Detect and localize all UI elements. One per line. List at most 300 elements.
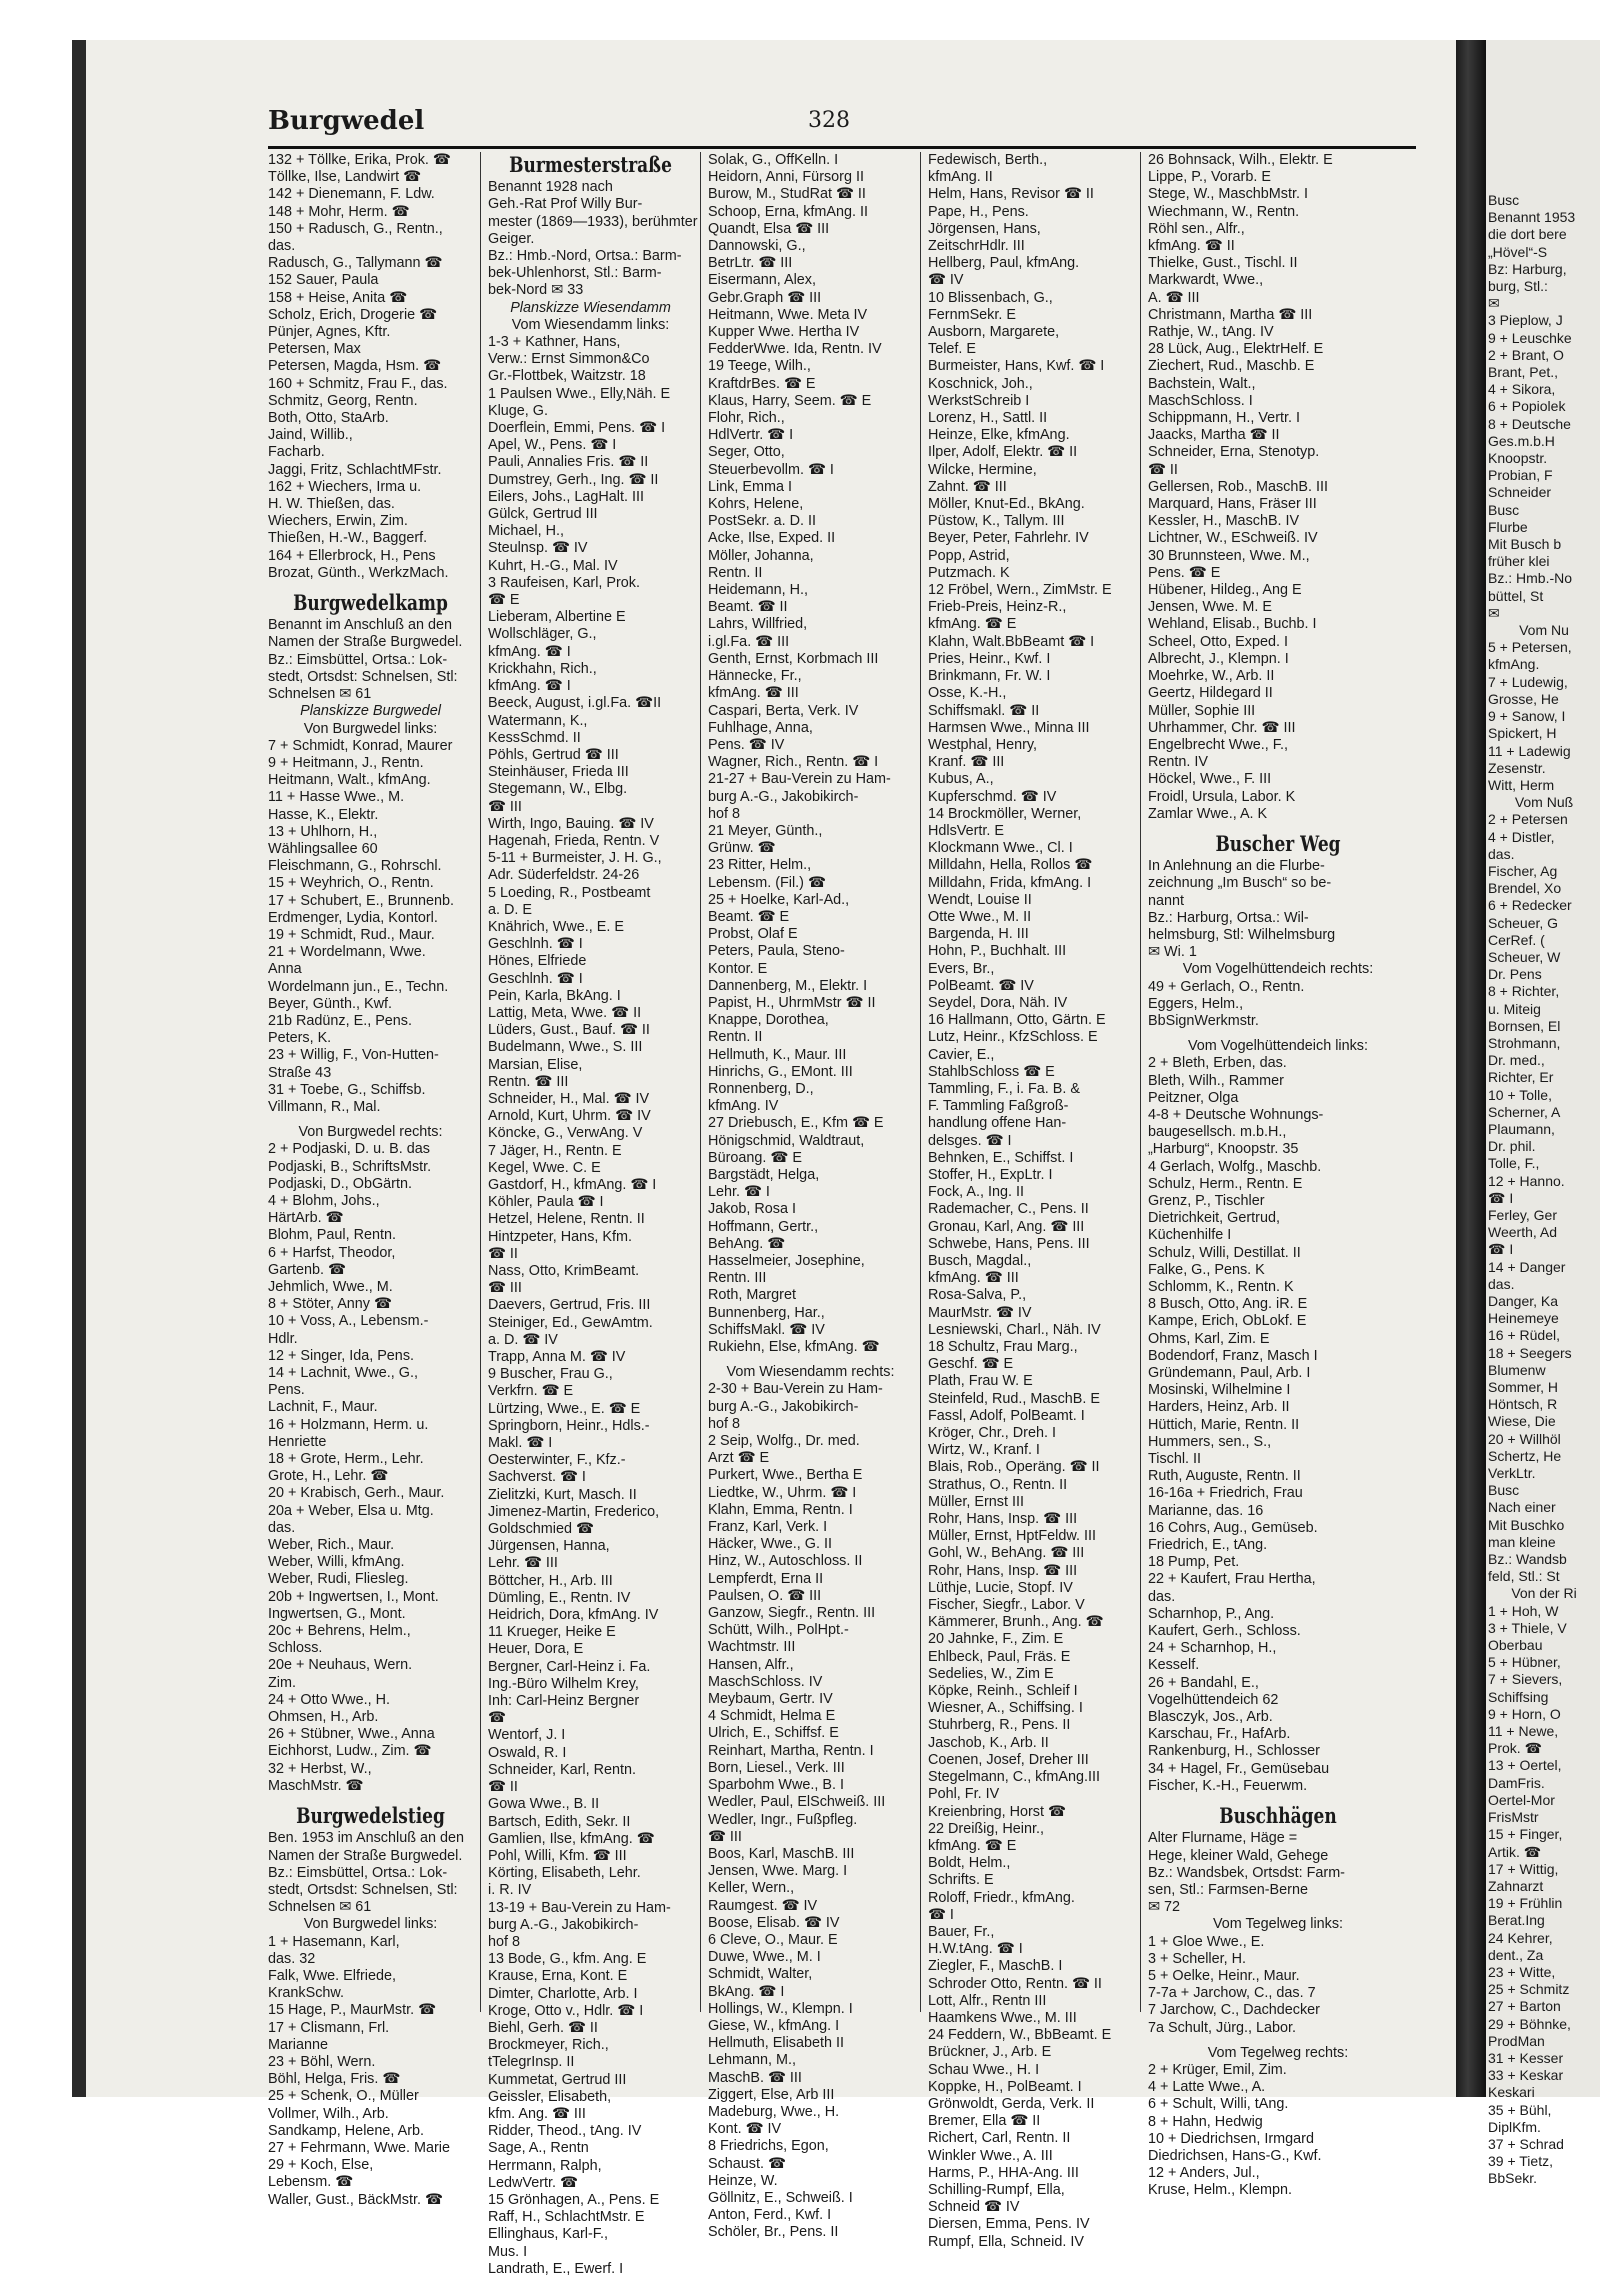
directory-entry-line: Wedler, Paul, ElSchweiß. III	[708, 1794, 886, 1811]
directory-entry-line: Rohr, Hans, Insp. ☎ III	[928, 1562, 1078, 1579]
next-page-line: ProdMan	[1488, 2032, 1545, 2049]
next-page-line: Ges.m.b.H	[1488, 432, 1555, 449]
next-page-line: das.	[1488, 845, 1515, 862]
next-page-line: dent., Za	[1488, 1946, 1544, 1963]
directory-entry-line: Ausborn, Margarete,	[928, 324, 1060, 341]
directory-entry-line: Behnken, E., Schiffst. I	[928, 1149, 1074, 1166]
directory-entry-line: 7a Schult, Jürg., Labor.	[1148, 2019, 1296, 2036]
directory-entry-line: Beyer, Günth., Kwf.	[268, 995, 392, 1012]
directory-entry-line: Bodendorf, Franz, Masch I	[1148, 1347, 1318, 1364]
line-spacer	[1148, 1795, 1408, 1803]
directory-entry-line: Benannt 1928 nach	[488, 179, 613, 196]
next-page-line: Mit Buschko	[1488, 1516, 1565, 1533]
directory-entry-line: Hetzel, Helene, Rentn. II	[488, 1211, 645, 1228]
next-page-line: 1 + Hoh, W	[1488, 1602, 1559, 1619]
directory-entry-line: Link, Emma I	[708, 478, 792, 495]
directory-entry-line: Purkert, Wwe., Bertha E	[708, 1467, 863, 1484]
directory-entry-line: Koppke, H., PolBeamt. I	[928, 2078, 1082, 2095]
directory-entry-line: Michael, H.,	[488, 523, 564, 540]
directory-entry-line: Nass, Otto, KrimBeamt.	[488, 1263, 640, 1279]
next-page-line: DiplKfm.	[1488, 2118, 1541, 2135]
directory-entry-line: 28 Lück, Aug., ElektrHelf. E	[1148, 341, 1324, 358]
book-gutter	[1456, 40, 1486, 2097]
next-page-line: Fischer, Ag	[1488, 862, 1558, 879]
directory-entry-line: Gellersen, Rob., MaschB. III	[1148, 478, 1328, 495]
directory-entry-line: Schulz, Herm., Rentn. E	[1148, 1175, 1303, 1192]
directory-entry-line: Zamlar Wwe., A. K	[1148, 805, 1268, 822]
directory-entry-line: Jensen, Wwe. M. E	[1148, 599, 1272, 616]
directory-entry-line: Kluge, G.	[488, 402, 548, 419]
directory-entry-line: 26 Bohnsack, Wilh., Elektr. E	[1148, 152, 1333, 168]
directory-entry-line: Ridder, Theod., tAng. IV	[488, 2123, 642, 2140]
next-page-line: Sommer, H	[1488, 1379, 1559, 1396]
next-page-line: Witt, Herm	[1488, 776, 1555, 793]
directory-entry-line: kfmAng. II	[928, 169, 993, 186]
directory-entry-line: Grönwoldt, Gerda, Verk. II	[928, 2095, 1095, 2112]
directory-entry-line: HdlVertr. ☎ I	[708, 427, 794, 444]
directory-entry-line: a. D. ☎ IV	[488, 1331, 558, 1348]
directory-entry-line: Petersen, Magda, Hsm. ☎	[268, 358, 442, 375]
directory-entry-line: Jimenez-Martin, Frederico,	[488, 1503, 660, 1520]
directory-entry-line: Otte Wwe., M. II	[928, 908, 1032, 925]
directory-entry-line: Sparbohm Wwe., B. I	[708, 1777, 844, 1794]
directory-entry-line: Heitmann, Wwe. Meta IV	[708, 306, 868, 323]
directory-entry-line: 5 + Oelke, Heinr., Maur.	[1148, 1967, 1300, 1984]
directory-entry-line: Böttcher, H., Arb. III	[488, 1572, 613, 1589]
directory-entry-line: 16 Hallmann, Otto, Gärtn. E	[928, 1012, 1106, 1029]
directory-entry-line: Lüthje, Lucie, Stopf. IV	[928, 1579, 1073, 1596]
directory-entry-line: Lattig, Meta, Wwe. ☎ II	[488, 1004, 642, 1021]
directory-entry-line: Pape, H., Pens.	[928, 203, 1029, 220]
next-page-line: büttel, St	[1488, 587, 1544, 604]
directory-entry-line: 10 + Voss, A., Lebensm.-	[268, 1313, 429, 1330]
directory-entry-line: 21 + Wordelmann, Wwe.	[268, 944, 426, 961]
next-page-line: CerRef. (	[1488, 931, 1545, 948]
directory-entry-line: Schlomm, K., Rentn. K	[1148, 1279, 1294, 1295]
directory-entry-line: 15 + Weyhrich, O., Rentn.	[268, 875, 434, 892]
next-page-line: Artik. ☎	[1488, 1843, 1542, 1860]
directory-entry-line: 20b + Ingwertsen, I., Mont.	[268, 1588, 439, 1605]
directory-entry-line: Lempferdt, Erna II	[708, 1570, 824, 1587]
next-page-line: 9 + Sanow, I	[1488, 708, 1566, 725]
directory-entry-line: Ben. 1953 im Anschluß an den	[268, 1830, 465, 1847]
directory-entry-line: Müller, Ernst III	[928, 1493, 1024, 1510]
next-page-line: die dort bere	[1488, 226, 1567, 243]
directory-entry-line: Watermann, K.,	[488, 712, 588, 729]
next-page-fragment	[1486, 40, 1600, 2187]
directory-entry-line: 12 + Singer, Ida, Pens.	[268, 1347, 415, 1364]
directory-entry-line: Pein, Karla, BkAng. I	[488, 987, 621, 1004]
directory-entry-line: Facharb.	[268, 444, 325, 461]
directory-entry-line: BkAng. ☎ I	[708, 1983, 785, 2000]
directory-entry-line: Scharnhop, P., Ang.	[1148, 1605, 1275, 1622]
directory-entry-line: Dumstrey, Gerh., Ing. ☎ II	[488, 471, 659, 488]
directory-entry-line: Weber, Willi, kfmAng.	[268, 1554, 405, 1571]
directory-entry-line: Fuhlhage, Anna,	[708, 719, 813, 736]
directory-entry-line: Schippmann, H., Vertr. I	[1148, 410, 1300, 427]
directory-entry-line: Pohl, Willi, Kfm. ☎ III	[488, 1847, 627, 1864]
next-page-column	[1488, 192, 1600, 2187]
directory-entry-line: Vom Tegelweg rechts:	[1207, 2044, 1349, 2061]
directory-entry-line: Blohm, Paul, Rentn.	[268, 1227, 396, 1244]
directory-entry-line: Hege, kleiner Wald, Gehege	[1148, 1847, 1329, 1864]
directory-entry-line: „Harburg“, Knoopstr. 35	[1148, 1141, 1299, 1158]
directory-entry-line: Dietrichkeit, Gertrud,	[1148, 1210, 1280, 1227]
next-page-line: 19 + Frühlin	[1488, 1895, 1563, 1912]
directory-entry-line: Ganzow, Siegfr., Rentn. III	[708, 1605, 876, 1622]
directory-entry-line: 23 + Willig, F., Von-Hutten-	[268, 1047, 439, 1064]
directory-entry-line: 24 + Scharnhop, H.,	[1148, 1640, 1277, 1657]
directory-entry-line: Hellmuth, Elisabeth II	[708, 2035, 844, 2052]
directory-entry-line: Dimter, Charlotte, Arb. I	[488, 1985, 638, 2002]
next-page-line: 13 + Oertel,	[1488, 1757, 1562, 1774]
directory-entry-line: Geiger.	[488, 230, 535, 247]
directory-entry-line: Pauli, Annalies Fris. ☎ II	[488, 454, 649, 471]
directory-entry-line: Schrifts. E	[928, 1872, 994, 1889]
directory-entry-line: Weber, Rich., Maur.	[268, 1537, 395, 1554]
next-page-line: Scheuer, W	[1488, 948, 1561, 965]
directory-entry-line: 25 + Hoelke, Karl-Ad.,	[708, 891, 850, 908]
directory-entry-line: 13-19 + Bau-Verein zu Ham-	[488, 1899, 671, 1916]
directory-entry-line: PostSekr. a. D. II	[708, 513, 816, 530]
directory-entry-line: Schneider, Karl, Rentn.	[488, 1761, 636, 1778]
directory-entry-line: Dannowski, G.,	[708, 238, 806, 255]
directory-entry-line: FernmSekr. E	[928, 306, 1016, 323]
directory-entry-line: Meybaum, Gertr. IV	[708, 1691, 833, 1708]
directory-entry-line: i. R. IV	[488, 1882, 532, 1899]
directory-entry-line: Geschf. ☎ E	[928, 1356, 1014, 1373]
directory-entry-line: baugesellsch. m.b.H.,	[1148, 1124, 1287, 1141]
directory-entry-line: 4-8 + Deutsche Wohnungs-	[1148, 1106, 1324, 1123]
directory-entry-line: Krickhahn, Rich.,	[488, 660, 597, 677]
directory-entry-line: Landrath, E., Ewerf. I	[488, 2260, 624, 2277]
directory-entry-line: 16 + Holzmann, Herm. u.	[268, 1416, 429, 1433]
directory-entry-line: 3 Raufeisen, Karl, Prok.	[488, 574, 640, 591]
directory-entry-line: 1 Paulsen Wwe., Elly,Näh. E	[488, 385, 671, 402]
directory-entry-line: 26 + Stübner, Wwe., Anna	[268, 1726, 435, 1743]
directory-entry-line: 8 + Hahn, Hedwig	[1148, 2113, 1263, 2130]
line-spacer	[1148, 2037, 1408, 2045]
directory-entry-line: Schnelsen ✉ 61	[268, 1899, 372, 1916]
directory-entry-line: 20c + Behrens, Helm.,	[268, 1623, 411, 1640]
directory-entry-line: 17 + Schubert, E., Brunnenb.	[268, 892, 455, 909]
directory-entry-line: 4 + Latte Wwe., A.	[1148, 2079, 1266, 2096]
directory-entry-line: Hummers, sen., S.,	[1148, 1433, 1272, 1450]
directory-entry-line: Kessler, H., MaschB. IV	[1148, 513, 1300, 530]
directory-entry-line: Doerflein, Emmi, Pens. ☎ I	[488, 420, 666, 437]
next-page-line: 2 + Brant, O	[1488, 346, 1564, 363]
directory-entry-line: stedt, Ortsdst: Schnelsen, Stl:	[268, 668, 458, 685]
directory-entry-line: Putzmach. K	[928, 564, 1010, 581]
directory-entry-line: Evers, Br.,	[928, 960, 995, 977]
directory-entry-line: Heidrich, Dora, kfmAng. IV	[488, 1607, 659, 1624]
directory-entry-line: Keller, Wern.,	[708, 1880, 795, 1897]
directory-entry-line: Ziegler, F., MaschB. I	[928, 1958, 1063, 1975]
directory-entry-line: Tischl. II	[1148, 1451, 1202, 1468]
directory-entry-line: Makl. ☎ I	[488, 1435, 553, 1452]
directory-entry-line: 152 Sauer, Paula	[268, 272, 379, 289]
directory-entry-line: Plath, Frau W. E	[928, 1373, 1033, 1390]
directory-entry-line: Schmidt, Walter,	[708, 1966, 813, 1983]
directory-entry-line: 12 Fröbel, Wern., ZimMstr. E	[928, 582, 1112, 599]
directory-entry-line: 15 Grönhagen, A., Pens. E	[488, 2191, 660, 2208]
next-page-line: 27 + Barton	[1488, 1998, 1561, 2015]
directory-entry-line: Hansen, Alfr.,	[708, 1656, 794, 1673]
directory-entry-line: kfmAng. ☎ I	[488, 678, 571, 695]
next-page-line: Benannt 1953	[1488, 209, 1576, 226]
directory-entry-line: Reinhart, Martha, Rentn. I	[708, 1742, 874, 1759]
street-heading: Burgwedelstieg	[296, 1804, 445, 1830]
directory-entry-line: Ulrich, E., Schiffsf. E	[708, 1725, 839, 1742]
directory-entry-line: 150 + Radusch, G., Rentn.,	[268, 220, 443, 237]
directory-entry-line: Fischer, K.-H., Feuerwm.	[1148, 1777, 1308, 1794]
directory-entry-line: Sandkamp, Helene, Arb.	[268, 2122, 424, 2139]
directory-entry-line: Waller, Gust., BäckMstr. ☎	[268, 2191, 443, 2208]
directory-entry-line: Ingwertsen, G., Mont.	[268, 1605, 406, 1622]
directory-entry-line: hof 8	[708, 1415, 741, 1432]
directory-entry-line: Herrmann, Ralph,	[488, 2157, 602, 2174]
next-page-line: 17 + Wittig,	[1488, 1860, 1559, 1877]
next-page-line: Plaumann,	[1488, 1120, 1555, 1137]
directory-entry-line: Quandt, Elsa ☎ III	[708, 220, 830, 237]
directory-entry-line: ☎ III	[708, 1828, 742, 1845]
directory-entry-line: hof 8	[488, 1933, 521, 1950]
directory-entry-line: Geertz, Hildegard II	[1148, 685, 1273, 702]
directory-entry-line: 148 + Mohr, Herm. ☎	[268, 203, 410, 220]
directory-entry-line: Geissler, Elisabeth,	[488, 2088, 612, 2105]
directory-entry-line: Kont. ☎ IV	[708, 2121, 782, 2138]
next-page-line: ✉	[1488, 295, 1500, 312]
directory-entry-line: Hintzpeter, Hans, Kfm.	[488, 1228, 632, 1245]
directory-entry-line: Hüttich, Marie, Rentn. II	[1148, 1416, 1300, 1433]
directory-entry-line: Pries, Heinr., Kwf. I	[928, 650, 1051, 667]
directory-entry-line: In Anlehnung an die Flurbe-	[1148, 858, 1325, 875]
directory-entry-line: LedwVertr. ☎	[488, 2174, 578, 2191]
directory-entry-line: Gowa Wwe., B. II	[488, 1796, 600, 1813]
directory-entry-line: 7 + Schmidt, Konrad, Maurer	[268, 737, 453, 754]
directory-entry-line: 9 + Heitmann, J., Rentn.	[268, 754, 424, 771]
directory-entry-line: Harmsen Wwe., Minna III	[928, 719, 1090, 736]
directory-entry-line: ZeitschrHdlr. III	[928, 238, 1025, 255]
directory-entry-line: A. ☎ III	[1148, 289, 1200, 306]
directory-entry-line: Helm, Hans, Revisor ☎ II	[928, 186, 1094, 203]
directory-entry-line: Brückner, J., Arb. E	[928, 2044, 1052, 2061]
page-header	[268, 102, 1416, 149]
directory-entry-line: Paulsen, O. ☎ III	[708, 1587, 822, 1604]
directory-entry-line: das. 32	[268, 1950, 316, 1967]
directory-entry-line: das.	[268, 1519, 296, 1536]
directory-entry-line: 1 + Hasemann, Karl,	[268, 1933, 400, 1950]
directory-entry-line: Born, Liesel., Verk. III	[708, 1759, 845, 1776]
directory-entry-line: Koschnick, Joh.,	[928, 375, 1033, 392]
directory-entry-line: 8 + Stöter, Anny ☎	[268, 1296, 392, 1313]
next-page-line: Brendel, Xo	[1488, 880, 1562, 897]
directory-entry-line: Seger, Otto,	[708, 444, 785, 461]
directory-entry-line: Wehland, Elisab., Buchb. I	[1148, 616, 1317, 633]
next-page-line: Bornsen, El	[1488, 1017, 1561, 1034]
directory-entry-line: Franz, Karl, Verk. I	[708, 1519, 828, 1536]
directory-entry-line: Bargenda, H. III	[928, 926, 1029, 943]
next-page-line: 5 + Hübner,	[1488, 1654, 1561, 1671]
directory-entry-line: Sage, A., Rentn	[488, 2140, 589, 2157]
directory-entry-line: 2-30 + Bau-Verein zu Ham-	[708, 1381, 883, 1398]
directory-entry-line: 12 + Anders, Jul.,	[1148, 2165, 1260, 2182]
directory-entry-line: zeichnung „Im Busch“ so be-	[1148, 875, 1332, 892]
directory-entry-line: Marquard, Hans, Fräser III	[1148, 496, 1317, 513]
directory-entry-line: KrankSchw.	[268, 1985, 344, 2002]
directory-entry-line: Petersen, Max	[268, 341, 361, 358]
next-page-line: Busc	[1488, 192, 1520, 208]
directory-entry-line: Klahn, Walt.BbBeamt ☎ I	[928, 633, 1095, 650]
directory-entry-line: Gr.-Flottbek, Waitzstr. 18	[488, 368, 646, 385]
directory-entry-line: 132 + Töllke, Erika, Prok. ☎	[268, 152, 451, 168]
directory-entry-line: Beeck, August, i.gl.Fa. ☎II	[488, 695, 662, 712]
directory-entry-line: Rentn. II	[708, 564, 763, 581]
directory-entry-line: bek-Uhlenhorst, Stl.: Barm-	[488, 265, 662, 282]
directory-entry-line: Telef. E	[928, 341, 976, 358]
directory-entry-line: Klaus, Harry, Seem. ☎ E	[708, 392, 872, 409]
directory-entry-line: Eilers, Johs., LagHalt. III	[488, 488, 644, 505]
directory-entry-line: i.gl.Fa. ☎ III	[708, 633, 790, 650]
directory-entry-line: Schiffsmakl. ☎ II	[928, 702, 1040, 719]
directory-entry-line: hof 8	[708, 805, 741, 822]
next-page-line: 6 + Popiolek	[1488, 398, 1566, 415]
next-page-line: 7 + Ludewig,	[1488, 673, 1568, 690]
directory-entry-line: Richert, Carl, Rentn. II	[928, 2130, 1071, 2147]
directory-entry-line: H.W.tAng. ☎ I	[928, 1941, 1023, 1958]
directory-entry-line: Adr. Süderfeldstr. 24-26	[488, 867, 640, 884]
directory-entry-line: 4 Gerlach, Wolfg., Maschb.	[1148, 1158, 1322, 1175]
directory-column-5	[1148, 152, 1408, 2199]
directory-entry-line: Gamlien, Ilse, kfmAng. ☎	[488, 1830, 655, 1847]
directory-entry-line: Jaggi, Fritz, SchlachtMFstr.	[268, 461, 442, 478]
directory-entry-line: StahlbSchloss ☎ E	[928, 1063, 1055, 1080]
next-page-line: 5 + Petersen,	[1488, 639, 1572, 656]
directory-entry-line: Burmeister, Hans, Kwf. ☎ I	[928, 358, 1105, 375]
directory-entry-line: Rentn. II	[708, 1029, 763, 1046]
directory-entry-line: Wiechers, Erwin, Zim.	[268, 513, 408, 530]
directory-entry-line: Wendt, Louise II	[928, 891, 1032, 908]
line-spacer	[1148, 1030, 1408, 1038]
line-spacer	[1148, 823, 1408, 831]
directory-entry-line: Lehmann, M.,	[708, 2052, 796, 2069]
directory-entry-line: Kuhrt, H.-G., Mal. IV	[488, 557, 618, 574]
next-page-line: man kleine	[1488, 1533, 1556, 1550]
directory-entry-line: Vom Vogelhüttendeich links:	[1187, 1038, 1368, 1055]
directory-entry-line: Fassl, Adolf, PolBeamt. I	[928, 1407, 1085, 1424]
next-page-line: 25 + Schmitz	[1488, 1981, 1570, 1998]
next-page-line: Prok. ☎	[1488, 1740, 1543, 1757]
directory-entry-line: 11 + Hasse Wwe., M.	[268, 789, 405, 806]
directory-entry-line: Lachnit, F., Maur.	[268, 1399, 378, 1416]
directory-entry-line: 19 + Schmidt, Rud., Maur.	[268, 926, 435, 943]
directory-entry-line: 21b Radünz, E., Pens.	[268, 1012, 412, 1029]
directory-entry-line: Biehl, Gerh. ☎ II	[488, 2019, 598, 2036]
next-page-line: 29 + Böhnke,	[1488, 2015, 1571, 2032]
next-page-line: u. Miteig	[1488, 1000, 1541, 1017]
directory-entry-line: Harders, Heinz, Arb. II	[1148, 1399, 1290, 1416]
directory-entry-line: 164 + Ellerbrock, H., Pens	[268, 547, 436, 564]
directory-entry-line: Eichhorst, Ludw., Zim. ☎	[268, 1743, 432, 1760]
binding-shadow	[72, 40, 86, 2097]
directory-entry-line: Haamkens Wwe., M. III	[928, 2009, 1077, 2026]
street-heading: Buscher Weg	[1215, 832, 1341, 858]
directory-entry-line: ☎ III	[488, 798, 522, 815]
directory-entry-line: MaschSchloss. I	[1148, 392, 1253, 409]
directory-entry-line: Pöhls, Gertrud ☎ III	[488, 746, 619, 763]
next-page-line: Spickert, H	[1488, 725, 1557, 742]
directory-entry-line: Von Burgwedel links:	[303, 720, 438, 737]
next-page-line: Tolle, F.,	[1488, 1155, 1540, 1172]
next-page-line: Dr. med.,	[1488, 1052, 1545, 1069]
directory-entry-line: Lahrs, Willfried,	[708, 616, 808, 633]
directory-entry-line: Klockmann Wwe., Cl. I	[928, 840, 1073, 857]
directory-entry-line: Ellinghaus, Karl-F.,	[488, 2226, 608, 2243]
directory-entry-line: Wiechmann, W., Rentn.	[1148, 203, 1300, 220]
directory-entry-line: Hinrichs, G., EMont. III	[708, 1063, 853, 1080]
directory-entry-line: BetrLtr. ☎ III	[708, 255, 793, 272]
directory-entry-line: 2 + Krüger, Emil, Zim.	[1148, 2061, 1287, 2078]
directory-entry-line: 4 + Blohm, Johs.,	[268, 1192, 380, 1209]
directory-entry-line: Westphal, Henry,	[928, 736, 1038, 753]
directory-entry-line: Knährich, Wwe., E. E	[488, 918, 624, 935]
directory-entry-line: tTelegrInsp. II	[488, 2054, 575, 2071]
street-heading: Burgwedelkamp	[293, 591, 448, 617]
directory-entry-line: KraftdrBes. ☎ E	[708, 375, 816, 392]
directory-entry-line: Acke, Ilse, Exped. II	[708, 530, 836, 547]
directory-entry-line: Grenz, P., Tischler	[1148, 1192, 1265, 1209]
directory-entry-line: Podjaski, D., ObGärtn.	[268, 1175, 412, 1192]
directory-entry-line: Lesniewski, Charl., Näh. IV	[928, 1321, 1101, 1338]
directory-entry-line: Fleischmann, G., Rohrschl.	[268, 858, 442, 875]
directory-entry-line: das.	[268, 238, 296, 255]
directory-entry-line: Uhrhammer, Chr. ☎ III	[1148, 719, 1296, 736]
directory-entry-line: Bauer, Fr.,	[928, 1923, 995, 1940]
directory-entry-line: MaschMstr. ☎	[268, 1777, 364, 1794]
directory-entry-line: Brinkmann, Fr. W. I	[928, 668, 1051, 685]
directory-entry-line: Blais, Rob., Operäng. ☎ II	[928, 1459, 1100, 1476]
directory-entry-line: 162 + Wiechers, Irma u.	[268, 478, 422, 495]
next-page-line: ☎ I	[1488, 1241, 1514, 1258]
directory-entry-line: sen, Stl.: Farmsen-Berne	[1148, 1881, 1308, 1898]
directory-entry-line: Köncke, G., VerwAng. V	[488, 1125, 643, 1142]
directory-entry-line: Kreienbring, Horst ☎	[928, 1803, 1066, 1820]
directory-entry-line: Höckel, Wwe., F. III	[1148, 771, 1272, 788]
directory-entry-line: Bremer, Ella ☎ II	[928, 2113, 1041, 2130]
directory-entry-line: Scheel, Otto, Exped. I	[1148, 633, 1288, 650]
next-page-line: Zahnarzt	[1488, 1877, 1544, 1894]
directory-entry-line: Blasczyk, Jos., Arb.	[1148, 1709, 1273, 1726]
next-page-line: 2 + Petersen	[1488, 811, 1568, 828]
directory-entry-line: Rohr, Hans, Insp. ☎ III	[928, 1511, 1078, 1528]
directory-entry-line: Wordelmann jun., E., Techn.	[268, 978, 449, 995]
next-page-line: Knoopstr.	[1488, 450, 1548, 467]
directory-entry-line: Fischer, Siegfr., Labor. V	[928, 1597, 1085, 1614]
directory-entry-line: Wedler, Ingr., Fußpfleg.	[708, 1811, 858, 1828]
directory-entry-line: Kohrs, Helene,	[708, 496, 804, 513]
directory-entry-line: Rukiehn, Else, kfmAng. ☎	[708, 1339, 880, 1356]
next-page-line: ✉	[1488, 604, 1500, 621]
directory-entry-line: Eisermann, Alex,	[708, 272, 816, 289]
directory-entry-line: Raff, H., SchlachtMstr. E	[488, 2209, 645, 2226]
directory-entry-line: Schoop, Erna, kfmAng. II	[708, 203, 868, 220]
directory-entry-line: Seydel, Dora, Näh. IV	[928, 994, 1068, 1011]
next-page-line: Weerth, Ad	[1488, 1224, 1558, 1241]
directory-column-1	[268, 152, 473, 2208]
directory-entry-line: Namen der Straße Burgwedel.	[268, 1847, 463, 1864]
next-page-line: 15 + Finger,	[1488, 1826, 1563, 1843]
directory-entry-line: Apel, W., Pens. ☎ I	[488, 437, 617, 454]
